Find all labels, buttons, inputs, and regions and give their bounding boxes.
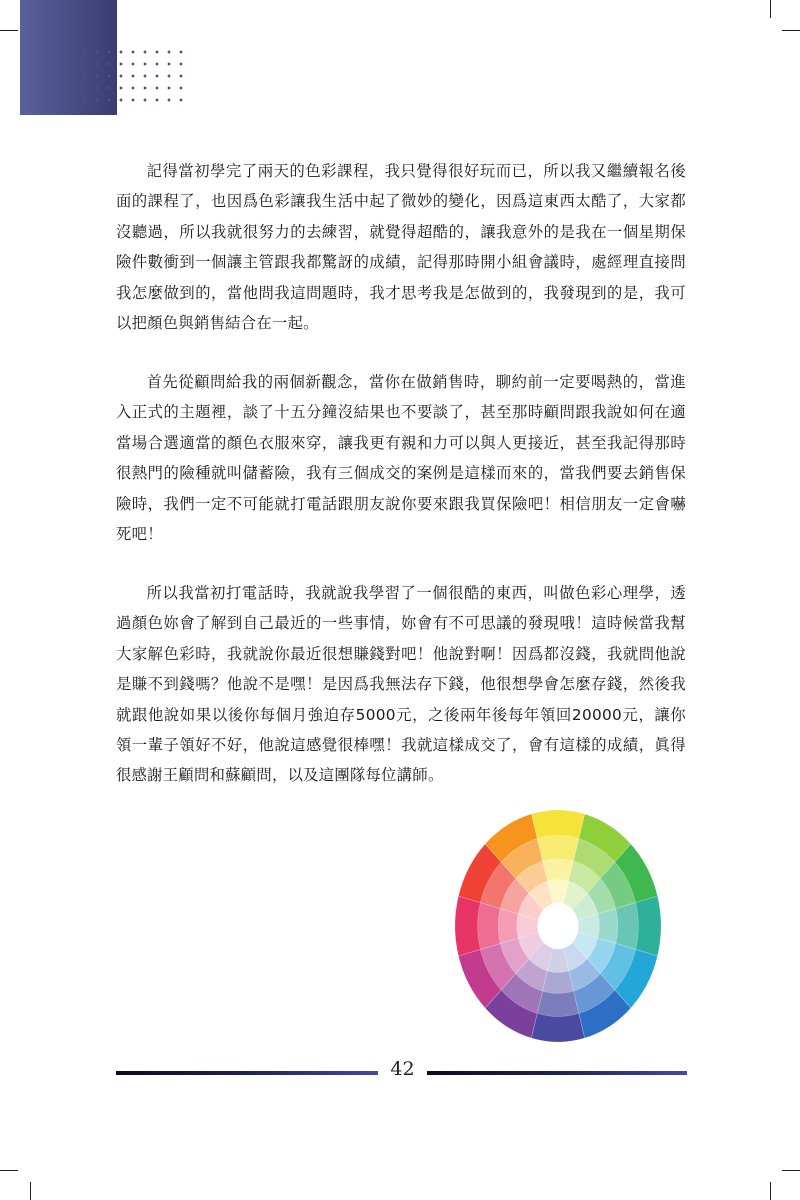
paragraph-3-text: 所以我當初打電話時，我就說我學習了一個很酷的東西，叫做色彩心理學，透過顏色妳會了解到自己最近的一些事情，妳會有不可思議的發現哦！這時候當我幫大家解色彩時，我就說你最近很想賺錢對吧！他說對啊！因爲都沒錢，我就問他說是賺不到錢嗎？他說不是嘿！是因爲我無法存下錢，他很想學會怎麼存錢，然後我就跟他說如果以後你每個月強迫存5000元，之後兩年後每年領回20000元，讓你領一輩子領好不好，他說這感覺很棒嘿！我就這樣成交了，會有這樣的成績，眞得很感謝王顧問和蘇顧問，以及這團隊每位講師。 bbox=[116, 584, 686, 785]
crop-mark-top-right bbox=[770, 0, 771, 18]
paragraph-3 bbox=[116, 578, 686, 791]
page-number: 42 bbox=[390, 1058, 415, 1080]
color-wheel-center bbox=[537, 903, 578, 949]
crop-mark-top-left-h bbox=[0, 30, 18, 31]
footer-rule-right bbox=[427, 1071, 687, 1075]
paragraph-2-text: 首先從顧問給我的兩個新觀念，當你在做銷售時，聊約前一定要喝熱的，當進入正式的主題裡，談了十五分鐘沒結果也不要談了，甚至那時顧問跟我說如何在適當場合選適當的顏色衣服來穿，讓我更有親和力可以與人更接近，甚至我記得那時很熱門的險種就叫儲蓄險，我有三個成交的案例是這樣而來的，當我們要去銷售保險時，我們一定不可能就打電話跟朋友說你要來跟我買保險吧！相信朋友一定會嚇死吧！ bbox=[116, 373, 686, 544]
paragraph-1 bbox=[116, 156, 686, 338]
crop-mark-bottom-left-h bbox=[0, 1170, 18, 1171]
footer-rule-left bbox=[116, 1071, 378, 1075]
crop-mark-bottom-right bbox=[770, 1182, 771, 1200]
paragraph-1-text: 記得當初學完了兩天的色彩課程，我只覺得很好玩而已，所以我又繼續報名後面的課程了，也因爲色彩讓我生活中起了微妙的變化，因爲這東西太酷了，大家都沒聽過，所以我就很努力的去練習，就覺得超酷的，讓我意外的是我在一個星期保險件數衝到一個讓主管跟我都驚訝的成績，記得那時開小組會議時，處經理直接問我怎麼做到的，當他問我這問題時，我才思考我是怎做到的，我發現到的是，我可以把顏色與銷售結合在一起。 bbox=[116, 162, 686, 333]
crop-mark-bottom-left bbox=[30, 1182, 31, 1200]
paragraph-2 bbox=[116, 367, 686, 549]
crop-mark-bottom-right-h bbox=[782, 1170, 800, 1171]
crop-mark-top-right-h bbox=[782, 30, 800, 31]
color-wheel-illustration bbox=[455, 810, 661, 1042]
dot-grid-decoration bbox=[79, 46, 189, 106]
